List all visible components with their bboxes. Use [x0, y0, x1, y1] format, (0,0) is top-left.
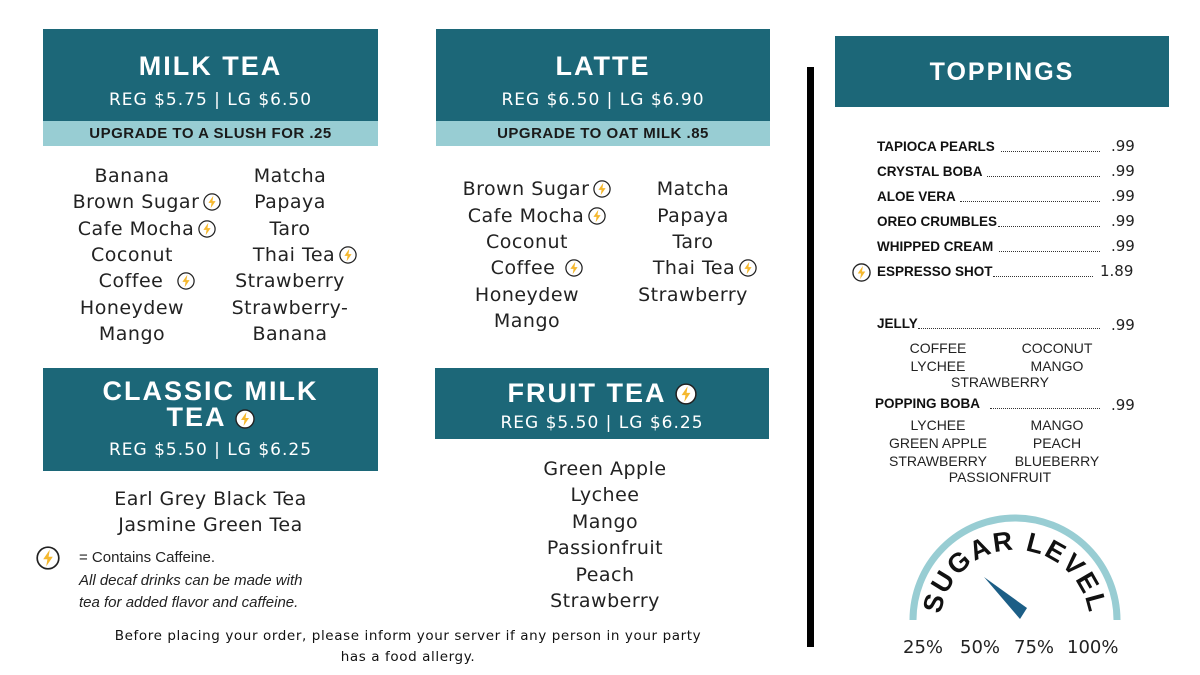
classic-milk-tea-header [43, 368, 378, 471]
caffeine-bolt-icon [593, 180, 611, 198]
sugar-level-75: 75% [1014, 637, 1055, 658]
caffeine-legend-icon [36, 546, 60, 570]
caffeine-bolt-icon [177, 272, 195, 290]
jelly-flavor: MANGO [1030, 358, 1084, 374]
gauge-needle [984, 577, 1027, 619]
topping-name: WHIPPED CREAM [877, 239, 994, 254]
topping-price: .99 [1111, 237, 1135, 255]
popping-boba-name: POPPING BOBA [875, 396, 981, 411]
topping-name: ALOE VERA [877, 189, 956, 204]
decaf-note-line2: tea for added flavor and caffeine. [79, 594, 299, 611]
classic-title-line2: TEA [43, 404, 378, 430]
classic-title-line1: CLASSIC MILK [102, 376, 319, 406]
allergy-note [20, 626, 796, 668]
latte-item: Mango [493, 310, 561, 332]
dot-leader [998, 226, 1100, 227]
sugar-level-50: 50% [960, 637, 1001, 658]
fruit-item: Peach [575, 564, 635, 586]
latte-header [436, 29, 770, 122]
dot-leader [960, 201, 1100, 202]
latte-item: Cafe Mocha [452, 205, 622, 227]
dot-leader [987, 176, 1100, 177]
popping-flavor: STRAWBERRY [888, 453, 987, 469]
popping-flavor: GREEN APPLE [888, 435, 988, 451]
topping-price: .99 [1111, 162, 1135, 180]
latte-item: Coffee [462, 257, 612, 279]
allergy-line2: has a food allergy. [340, 649, 476, 665]
caffeine-legend-text: = Contains Caffeine. [79, 549, 216, 566]
fruit-tea-price: REG $5.50 | LG $6.25 [500, 413, 704, 433]
latte-upgrade: UPGRADE TO OAT MILK .85 [436, 121, 770, 146]
jelly-flavor: COFFEE [909, 340, 967, 356]
sugar-level-gauge [880, 505, 1150, 635]
milk-tea-header [43, 29, 378, 122]
latte-item: Taro [672, 231, 714, 253]
latte-item: Brown Sugar [452, 178, 622, 200]
latte-item: Thai Tea [640, 257, 770, 279]
topping-price: 1.89 [1100, 262, 1134, 280]
latte-item: Honeydew [474, 284, 580, 306]
topping-name: TAPIOCA PEARLS [877, 139, 995, 154]
classic-price: REG $5.50 | LG $6.25 [108, 440, 313, 460]
milk-tea-price: REG $5.75 | LG $6.50 [108, 90, 313, 110]
fruit-item: Green Apple [543, 458, 667, 480]
milk-tea-item: Matcha [253, 165, 327, 187]
dot-leader [918, 328, 1100, 329]
milk-tea-item: Thai Tea [235, 244, 375, 266]
caffeine-bolt-icon [588, 207, 606, 225]
popping-flavor: LYCHEE [910, 417, 966, 433]
toppings-title: TOPPINGS [929, 58, 1075, 86]
topping-name: ESPRESSO SHOT [877, 264, 993, 279]
sugar-level-100: 100% [1067, 637, 1119, 658]
popping-boba-price: .99 [1111, 396, 1135, 414]
milk-tea-item: Taro [269, 218, 311, 240]
classic-item: Jasmine Green Tea [118, 514, 303, 536]
popping-flavor: MANGO [1030, 417, 1084, 433]
popping-flavor: PEACH [1032, 435, 1082, 451]
milk-tea-upgrade: UPGRADE TO A SLUSH FOR .25 [43, 121, 378, 146]
milk-tea-title: MILK TEA [138, 51, 283, 81]
decaf-note-line1: All decaf drinks can be made with [79, 572, 303, 589]
fruit-tea-title: FRUIT TEA [435, 378, 769, 409]
latte-price: REG $6.50 | LG $6.90 [501, 90, 705, 110]
sugar-level-25: 25% [903, 637, 944, 658]
fruit-item: Lychee [570, 484, 640, 506]
topping-price: .99 [1111, 212, 1135, 230]
fruit-item: Strawberry [550, 590, 660, 612]
popping-flavor: BLUEBERRY [1014, 453, 1100, 469]
milk-tea-item: Papaya [254, 191, 326, 213]
caffeine-bolt-icon [852, 263, 871, 282]
milk-tea-item: Coffee [62, 270, 232, 292]
latte-item: Strawberry [638, 284, 748, 306]
classic-item: Earl Grey Black Tea [114, 488, 307, 510]
milk-tea-item: Mango [98, 323, 166, 345]
milk-tea-item: Honeydew [79, 297, 185, 319]
milk-tea-item: Cafe Mocha [62, 218, 232, 240]
latte-item: Papaya [657, 205, 729, 227]
allergy-line1: Before placing your order, please inform your server if any person in your party [114, 628, 702, 644]
caffeine-bolt-icon [203, 193, 221, 211]
caffeine-bolt-icon [235, 409, 255, 429]
jelly-flavor: COCONUT [1021, 340, 1093, 356]
milk-tea-item: Brown Sugar [62, 191, 232, 213]
fruit-item: Mango [571, 511, 639, 533]
fruit-tea-header [435, 368, 769, 439]
latte-item: Matcha [656, 178, 730, 200]
topping-price: .99 [1111, 137, 1135, 155]
jelly-flavor: STRAWBERRY [950, 374, 1049, 390]
caffeine-bolt-icon [739, 259, 757, 277]
dot-leader [990, 408, 1100, 409]
milk-tea-item: Banana [252, 323, 328, 345]
popping-flavor: PASSIONFRUIT [948, 469, 1052, 485]
caffeine-bolt-icon [339, 246, 357, 264]
dot-leader [993, 276, 1093, 277]
milk-tea-item: Strawberry [235, 270, 345, 292]
jelly-flavor: LYCHEE [910, 358, 966, 374]
toppings-header [835, 36, 1169, 107]
sugar-level-label: SUGAR LEVEL [916, 525, 1113, 616]
fruit-item: Passionfruit [546, 537, 664, 559]
latte-title: LATTE [555, 51, 651, 81]
topping-name: CRYSTAL BOBA [877, 164, 983, 179]
milk-tea-item: Banana [94, 165, 170, 187]
milk-tea-item: Strawberry- [231, 297, 349, 319]
dot-leader [999, 251, 1100, 252]
topping-price: .99 [1111, 187, 1135, 205]
latte-item: Coconut [486, 231, 568, 253]
milk-tea-item: Coconut [91, 244, 173, 266]
dot-leader [1001, 151, 1100, 152]
jelly-name: JELLY [877, 316, 918, 331]
jelly-price: .99 [1111, 316, 1135, 334]
caffeine-bolt-icon [565, 259, 583, 277]
caffeine-bolt-icon [675, 383, 697, 405]
topping-name: OREO CRUMBLES [877, 214, 998, 229]
caffeine-bolt-icon [198, 220, 216, 238]
vertical-divider [807, 67, 814, 647]
